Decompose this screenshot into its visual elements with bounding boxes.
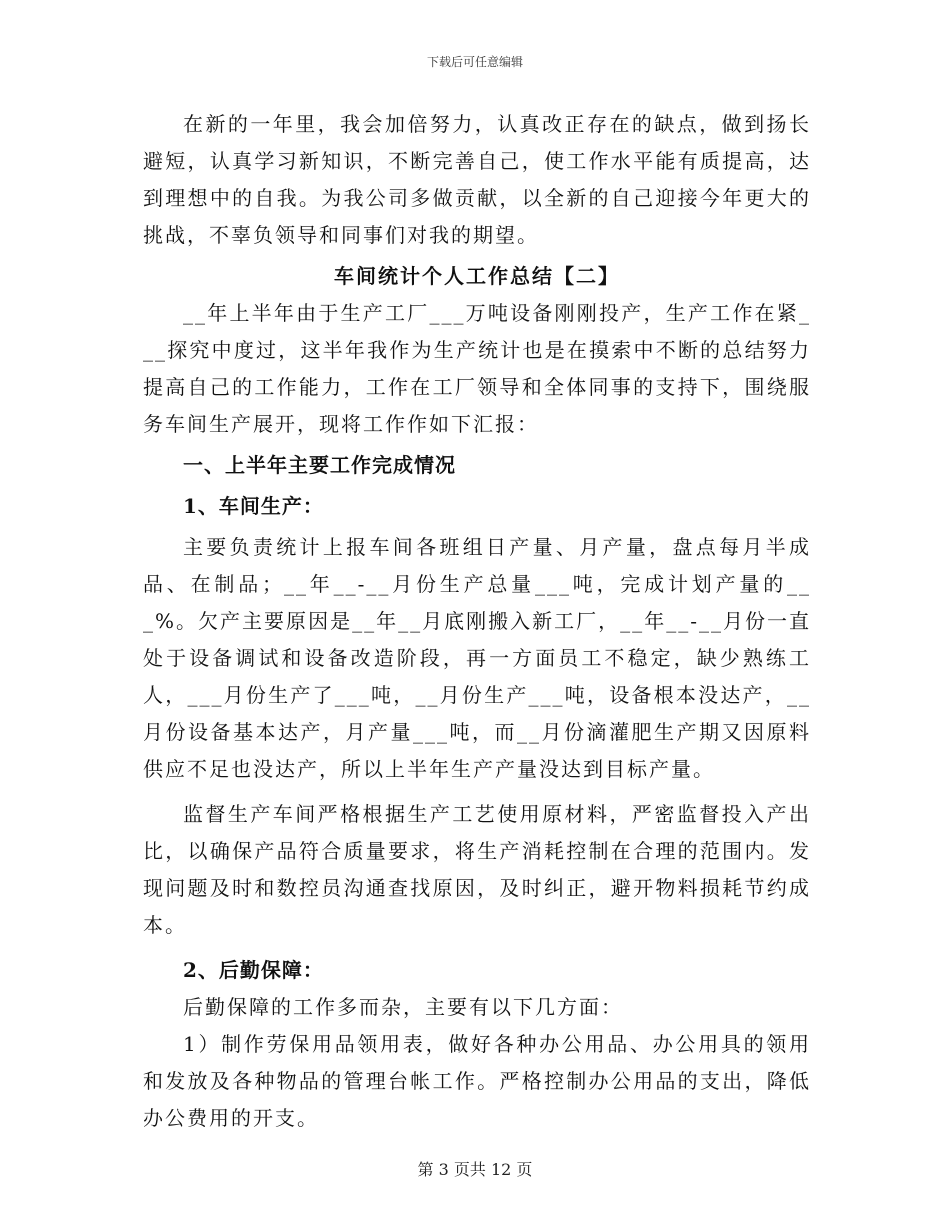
paragraph-logistics-intro: 后勤保障的工作多而杂，主要有以下几方面： — [183, 995, 623, 1019]
document-body — [143, 106, 811, 1137]
paragraph-logistics-item-1: 1）制作劳保用品领用表，做好各种办公用品、办公用具的领用和发放及各种物品的管理台帐工作。严格控制办公用品的支出，降低办公费用的开支。 — [143, 1032, 811, 1130]
heading-main-work: 一、上半年主要工作完成情况 — [183, 453, 456, 477]
heading-workshop-production: 1、车间生产： — [183, 494, 324, 518]
paragraph-closing: 在新的一年里，我会加倍努力，认真改正存在的缺点，做到扬长避短，认真学习新知识，不断完善自己，使工作水平能有质提高，达到理想中的自我。为我公司多做贡献，以全新的自己迎接今年更大的挑战，不辜负领导和同事们对我的期望。 — [143, 112, 811, 247]
page-number: 第 3 页共 12 页 — [417, 1160, 533, 1179]
paragraph-intro: __年上半年由于生产工厂___万吨设备刚刚投产，生产工作在紧___探究中度过，这半年我作为生产统计也是在摸索中不断的总结努力提高自己的工作能力，工作在工厂领导和全体同事的支持下，围绕服务车间生产展开，现将工作作如下汇报： — [143, 301, 811, 436]
heading-logistics: 2、后勤保障： — [183, 958, 324, 982]
paragraph-production-stats: 主要负责统计上报车间各班组日产量、月产量，盘点每月半成品、在制品；__年__-__月份生产总量___吨，完成计划产量的___%。欠产主要原因是__年__月底刚搬入新工厂，__年__-__月份一直处于设备调试和设备改造阶段，再一方面员工不稳定，缺少熟练工人，___月份生产了___吨，__月份生产___吨，设备根本没达产，__月份设备基本达产，月产量___吨，而__月份滴灌肥生产期又因原料供应不足也没达产，所以上半年生产产量没达到目标产量。 — [143, 535, 811, 781]
section-title: 车间统计个人工作总结【二】 — [334, 264, 620, 288]
header-note: 下载后可任意编辑 — [426, 55, 523, 69]
paragraph-supervision: 监督生产车间严格根据生产工艺使用原材料，严密监督投入产出比，以确保产品符合质量要求，将生产消耗控制在合理的范围内。发现问题及时和数控员沟通查找原因，及时纠正，避开物料损耗节约成本。 — [143, 802, 811, 937]
